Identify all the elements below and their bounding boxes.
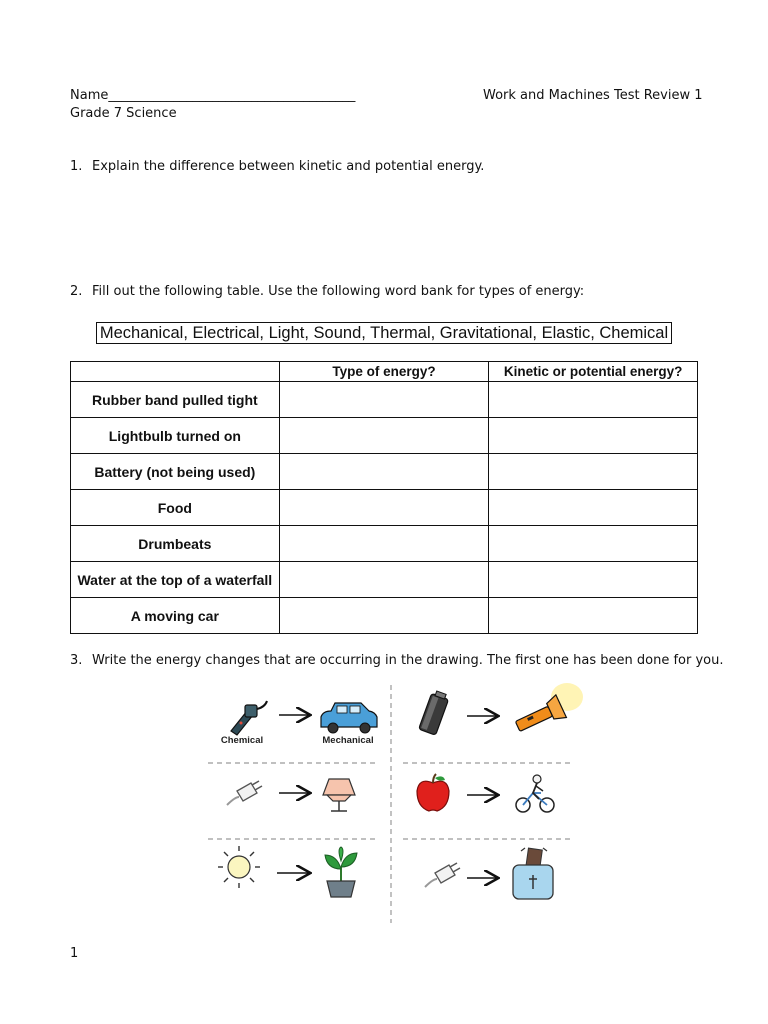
plant-icon — [325, 847, 357, 897]
answer-cell-kinetic-potential[interactable] — [489, 562, 698, 598]
table-header-kinetic-potential: Kinetic or potential energy? — [489, 362, 698, 382]
table-row — [71, 490, 698, 526]
answer-cell-kinetic-potential[interactable] — [489, 598, 698, 634]
question-text: Fill out the following table. Use the following word bank for types of energy: — [92, 284, 585, 299]
row-label: A moving car — [71, 598, 280, 634]
row-label: Lightbulb turned on — [71, 418, 280, 454]
answer-cell-type[interactable] — [279, 418, 489, 454]
question-text: Explain the difference between kinetic and potential energy. — [92, 159, 485, 174]
apple-icon — [417, 774, 449, 811]
grade-label: Grade 7 Science — [70, 106, 177, 121]
lamp-icon — [323, 779, 355, 811]
table-row — [71, 526, 698, 562]
question-number: 3. — [70, 653, 83, 668]
battery-icon — [419, 690, 450, 736]
table-row — [71, 598, 698, 634]
answer-cell-type[interactable] — [279, 526, 489, 562]
question-number: 1. — [70, 159, 83, 174]
answer-cell-kinetic-potential[interactable] — [489, 382, 698, 418]
answer-cell-type[interactable] — [279, 598, 489, 634]
row-label: Battery (not being used) — [71, 454, 280, 490]
table-row — [71, 562, 698, 598]
question-number: 2. — [70, 284, 83, 299]
energy-changes-drawing — [205, 683, 585, 923]
sun-icon — [218, 846, 260, 888]
answer-cell-type[interactable] — [279, 562, 489, 598]
row-label: Water at the top of a waterfall — [71, 562, 280, 598]
example-label-chemical: Chemical — [220, 735, 264, 746]
question-text: Write the energy changes that are occurring in the drawing. The first one has been done for you. — [92, 653, 724, 668]
table-header-blank — [71, 362, 280, 382]
word-bank-box: Mechanical, Electrical, Light, Sound, Thermal, Gravitational, Elastic, Chemical — [96, 322, 672, 344]
answer-cell-kinetic-potential[interactable] — [489, 454, 698, 490]
row-label: Rubber band pulled tight — [71, 382, 280, 418]
answer-cell-type[interactable] — [279, 382, 489, 418]
table-header-row — [71, 362, 698, 382]
table-row — [71, 382, 698, 418]
plug-icon — [227, 781, 262, 805]
plug-icon — [425, 863, 460, 887]
table-row — [71, 454, 698, 490]
page-number: 1 — [70, 946, 79, 961]
name-field-line: Name______________________________________ — [70, 88, 356, 103]
row-label: Drumbeats — [71, 526, 280, 562]
cyclist-icon — [516, 775, 554, 812]
fuel-nozzle-icon — [231, 701, 267, 735]
energy-table — [70, 361, 698, 634]
document-title: Work and Machines Test Review 1 — [483, 88, 703, 103]
table-header-type: Type of energy? — [279, 362, 489, 382]
car-icon — [321, 703, 377, 733]
answer-cell-type[interactable] — [279, 454, 489, 490]
example-label-mechanical: Mechanical — [322, 735, 374, 746]
flashlight-icon — [512, 683, 583, 738]
answer-cell-type[interactable] — [279, 490, 489, 526]
answer-cell-kinetic-potential[interactable] — [489, 526, 698, 562]
toaster-icon — [513, 848, 553, 899]
row-label: Food — [71, 490, 280, 526]
answer-cell-kinetic-potential[interactable] — [489, 490, 698, 526]
answer-cell-kinetic-potential[interactable] — [489, 418, 698, 454]
table-row — [71, 418, 698, 454]
